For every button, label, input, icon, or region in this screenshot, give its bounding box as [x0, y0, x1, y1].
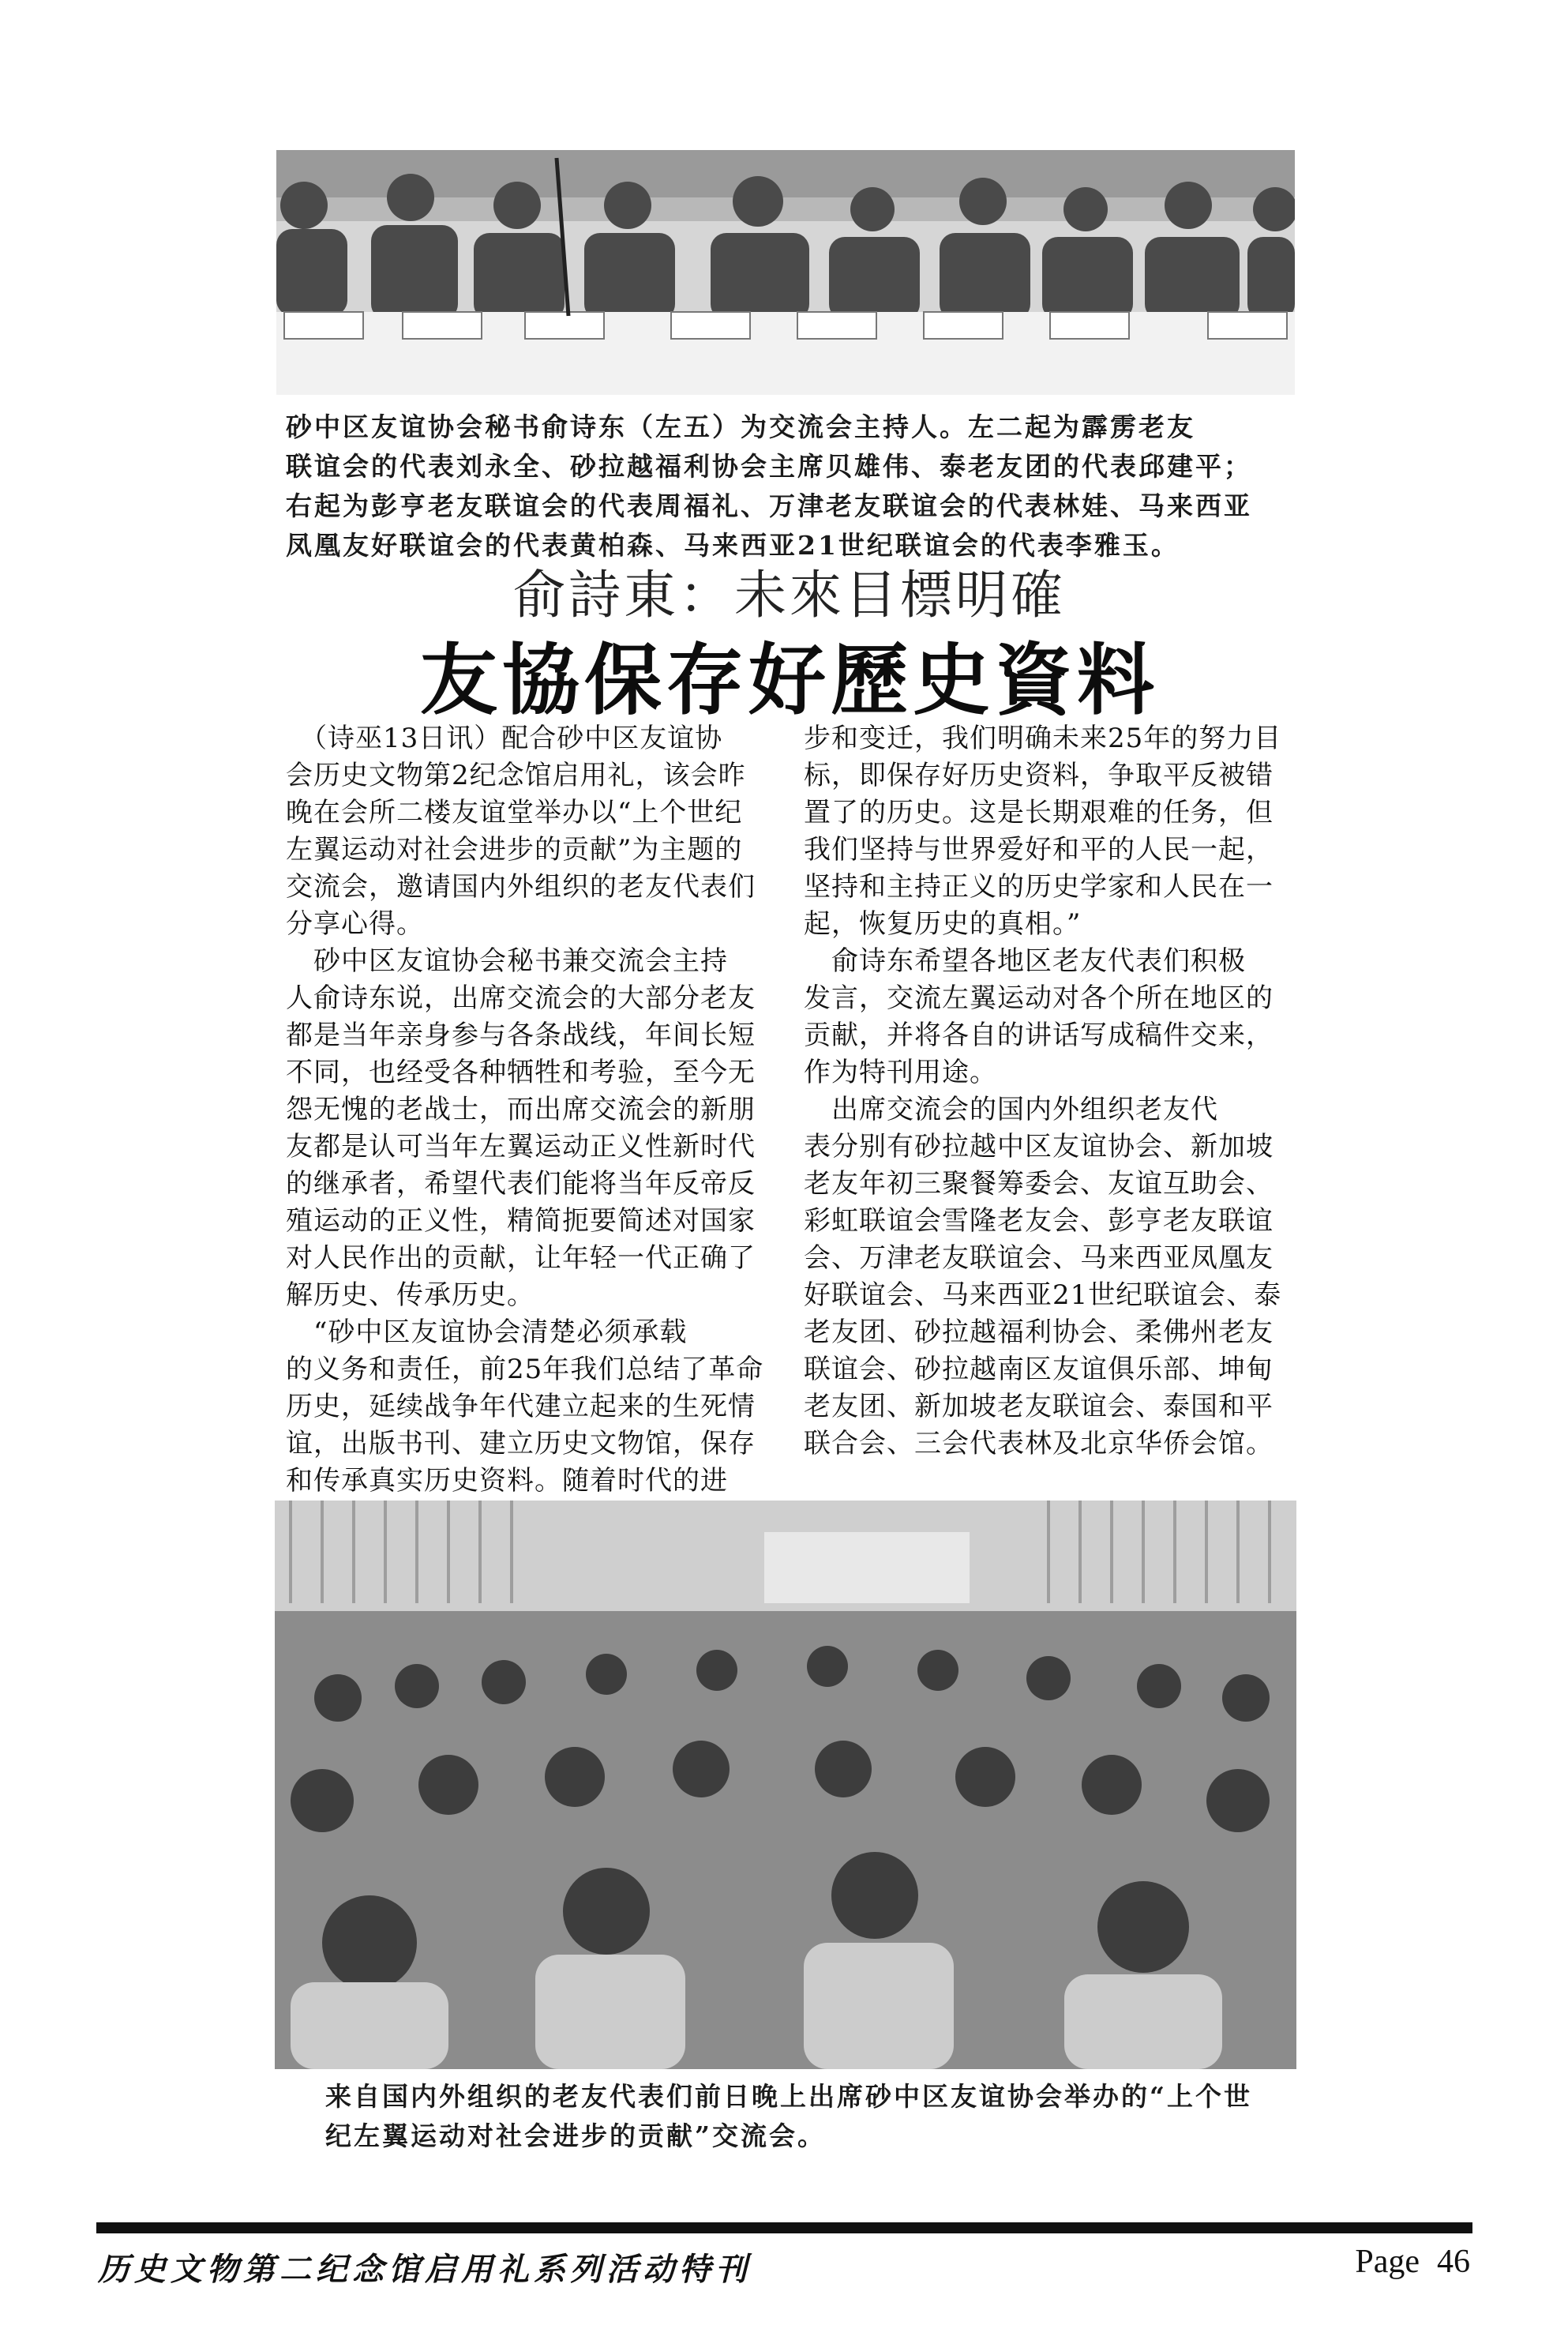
caption-line: 砂中区友谊协会秘书俞诗东（左五）为交流会主持人。左二起为霹雳老友 [286, 411, 1195, 442]
article-line: 联谊会、砂拉越南区友谊俱乐部、坤甸 [804, 1354, 1274, 1385]
article-line: 友都是认可当年左翼运动正义性新时代 [286, 1131, 756, 1162]
article-line: 表分别有砂拉越中区友谊协会、新加坡 [804, 1131, 1274, 1162]
audience-photo-icon [275, 1501, 1296, 2069]
article-line: 分享心得。 [286, 908, 424, 940]
article-line: 贡献，并将各自的讲话写成稿件交来， [804, 1020, 1274, 1051]
article-line: 坚持和主持正义的历史学家和人民在一 [804, 871, 1274, 903]
article-line: “砂中区友谊协会清楚必须承载 [286, 1316, 688, 1348]
article-line: 怨无愧的老战士，而出席交流会的新朋 [286, 1094, 756, 1125]
article-line: 会、万津老友联谊会、马来西亚凤凰友 [804, 1242, 1274, 1274]
article-line: 的义务和责任，前25年我们总结了革命 [286, 1354, 764, 1385]
article-line: 置了的历史。这是长期艰难的任务，但 [804, 797, 1274, 828]
photo-caption-top [286, 408, 1304, 565]
article-line: 交流会，邀请国内外组织的老友代表们 [286, 871, 756, 903]
page-label: Page [1355, 2244, 1420, 2280]
article-line: 发言，交流左翼运动对各个所在地区的 [804, 982, 1274, 1014]
article-line: 殖运动的正义性，精简扼要简述对国家 [286, 1205, 756, 1237]
article-line: 对人民作出的贡献，让年轻一代正确了 [286, 1242, 756, 1274]
article-column-right [804, 720, 1301, 1463]
article-line: 会历史文物第2纪念馆启用礼，该会昨 [286, 760, 746, 791]
caption-line: 纪左翼运动对社会进步的贡献”交流会。 [325, 2120, 826, 2151]
article-line: 左翼运动对社会进步的贡献”为主题的 [286, 834, 743, 866]
article-line: 起，恢复历史的真相。” [804, 908, 1082, 940]
headline-block [276, 562, 1303, 728]
article-line: 好联谊会、马来西亚21世纪联谊会、泰 [804, 1279, 1282, 1311]
audience-photo [275, 1501, 1296, 2069]
article-line: 都是当年亲身参与各条战线，年间长短 [286, 1020, 756, 1051]
article-line: 老友团、新加坡老友联谊会、泰国和平 [804, 1391, 1274, 1422]
caption-line: 来自国内外组织的老友代表们前日晚上出席砂中区友谊协会举办的“上个世 [325, 2081, 1252, 2112]
caption-line: 凤凰友好联谊会的代表黄柏森、马来西亚21世纪联谊会的代表李雅玉。 [286, 530, 1180, 561]
article-line: 解历史、传承历史。 [286, 1279, 535, 1311]
headline-title: 友協保存好歷史資料 [419, 636, 1159, 726]
article-column-left [286, 720, 775, 1500]
page-indicator [1355, 2243, 1470, 2281]
article-line: 作为特刊用途。 [804, 1057, 997, 1088]
footer-rule [96, 2222, 1472, 2233]
article-line: 老友团、砂拉越福利协会、柔佛州老友 [804, 1316, 1274, 1348]
page-number: 46 [1437, 2244, 1470, 2280]
article-line: 晚在会所二楼友谊堂举办以“上个世纪 [286, 797, 743, 828]
article-line: 俞诗东希望各地区老友代表们积极 [804, 945, 1246, 977]
panel-photo-icon [276, 150, 1295, 395]
article-line: 我们坚持与世界爱好和平的人民一起， [804, 834, 1274, 866]
article-line: （诗巫13日讯）配合砂中区友谊协 [286, 723, 723, 754]
article-line: 不同，也经受各种牺牲和考验，至今无 [286, 1057, 756, 1088]
panel-photo [276, 150, 1295, 395]
article-line: 砂中区友谊协会秘书兼交流会主持 [286, 945, 728, 977]
headline-subtitle: 俞詩東：未來目標明確 [513, 565, 1066, 625]
article-line: 谊，出版书刊、建立历史文物馆，保存 [286, 1428, 756, 1459]
article-line: 出席交流会的国内外组织老友代 [804, 1094, 1218, 1125]
article-line: 老友年初三聚餐筹委会、友谊互助会、 [804, 1168, 1274, 1200]
article-line: 彩虹联谊会雪隆老友会、彭亨老友联谊 [804, 1205, 1274, 1237]
article-line: 联合会、三会代表林及北京华侨会馆。 [804, 1428, 1274, 1459]
article-line: 历史，延续战争年代建立起来的生死情 [286, 1391, 756, 1422]
article-line: 和传承真实历史资料。随着时代的进 [286, 1465, 728, 1497]
article-line: 的继承者，希望代表们能将当年反帝反 [286, 1168, 756, 1200]
article-line: 标，即保存好历史资料，争取平反被错 [804, 760, 1274, 791]
article-line: 人俞诗东说，出席交流会的大部分老友 [286, 982, 756, 1014]
article-line: 步和变迁，我们明确未来25年的努力目 [804, 723, 1282, 754]
caption-line: 联谊会的代表刘永全、砂拉越福利协会主席贝雄伟、泰老友团的代表邱建平； [286, 451, 1252, 482]
caption-line: 右起为彭亨老友联谊会的代表周福礼、万津老友联谊会的代表林娃、马来西亚 [286, 490, 1252, 521]
photo-caption-bottom [325, 2077, 1304, 2156]
footer-title: 历史文物第二纪念馆启用礼系列活动特刊 [98, 2251, 752, 2288]
